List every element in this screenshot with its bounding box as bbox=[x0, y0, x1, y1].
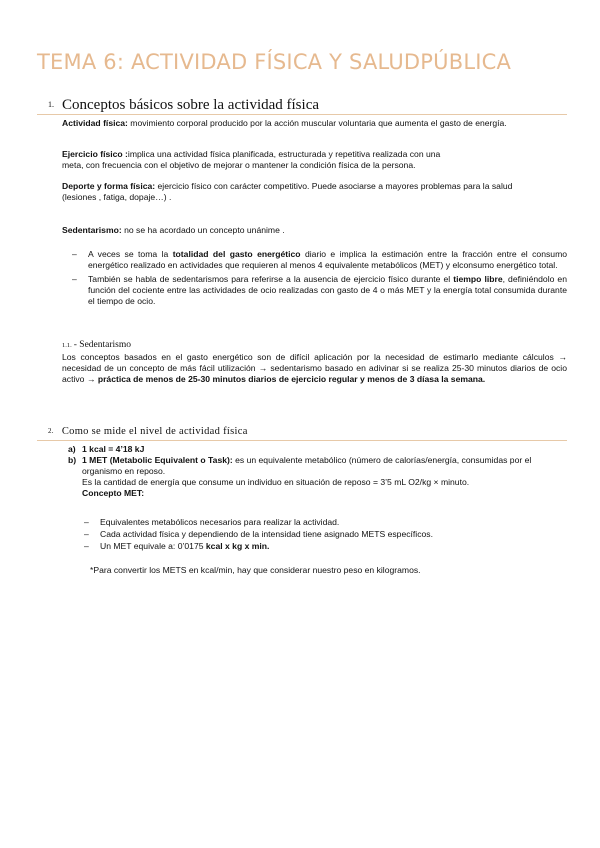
subsection-title: - Sedentarismo bbox=[73, 340, 132, 350]
text: A veces se toma la bbox=[88, 249, 173, 259]
section-1-title: Conceptos básicos sobre la actividad física bbox=[62, 97, 320, 113]
document-title: TEMA 6: ACTIVIDAD FÍSICA Y SALUDPÚBLICA bbox=[37, 50, 512, 74]
emphasis: kcal x kg x min. bbox=[205, 541, 270, 551]
definition-sedentarismo bbox=[62, 225, 567, 236]
emphasis: totalidad del gasto energético bbox=[172, 249, 301, 259]
text: Cada actividad física y dependiendo de la intensidad tiene asignado METS específicos. bbox=[100, 529, 433, 539]
met-bullets bbox=[74, 517, 554, 555]
met-definition: es un equivalente metabólico (número de calorías/energía, consumidas por el organismo en reposo. bbox=[82, 455, 532, 476]
sedentarismo-paragraph bbox=[62, 352, 567, 385]
definition-text: implica una actividad física planificada, estructurada y repetitiva realizada con una bbox=[127, 149, 441, 159]
definition-ejercicio-fisico bbox=[62, 149, 567, 171]
text: Equivalentes metabólicos necesarios para realizar la actividad. bbox=[100, 517, 340, 527]
dash-marker: – bbox=[72, 249, 77, 259]
section-1-heading bbox=[48, 97, 319, 114]
definition-text: ejercicio físico con carácter competitivo. Puede asociarse a mayores problemas para la salud bbox=[155, 181, 513, 191]
list-item bbox=[74, 529, 554, 540]
sedentarismo-bullets bbox=[62, 249, 567, 310]
text: También se habla de sedentarismos para referirse a la ausencia de ejercicio físico durante el bbox=[88, 274, 454, 284]
term-deporte: Deporte y forma física: bbox=[62, 181, 156, 191]
section-2-title: Como se mide el nivel de actividad física bbox=[61, 426, 248, 437]
list-item bbox=[62, 444, 567, 455]
section-2-rule bbox=[37, 440, 567, 441]
met-term: 1 MET (Metabolic Equivalent o Task): bbox=[82, 455, 233, 465]
list-item bbox=[74, 517, 554, 528]
subsection-number: 1.1. bbox=[62, 342, 72, 349]
text: diario e implica la estimación entre la fracción entre el consumo energético realizado en actividades que requieren al menos 4 equivalente metabólicos (MET) y elconsumo energético total. bbox=[88, 249, 568, 270]
list-item bbox=[62, 249, 567, 271]
term-actividad-fisica: Actividad física: bbox=[62, 118, 128, 128]
definition-text-line2: meta, con frecuencia con el objetivo de mejorar o mantener la condición física de la persona. bbox=[62, 160, 416, 170]
section-2-number: 2. bbox=[48, 427, 54, 435]
list-marker: b) bbox=[68, 455, 77, 465]
section-2-heading bbox=[48, 426, 248, 437]
section-1-rule bbox=[37, 114, 567, 115]
dash-marker: – bbox=[84, 541, 89, 551]
list-item bbox=[62, 455, 567, 499]
text: Los conceptos basados en el gasto energético son de difícil aplicación por la necesidad de estimarlo mediante cálculos → necesidad de un concepto de más fácil utilización → sedentarismo basado en adivinar si se realiza 25-30 minutos diarios de ocio activo → bbox=[62, 352, 567, 384]
term-ejercicio-fisico: Ejercicio físico : bbox=[62, 149, 128, 159]
measurement-list bbox=[62, 444, 567, 499]
met-reposo-line: Es la cantidad de energía que consume un individuo en situación de reposo = 3’5 mL O2/kg × minuto. bbox=[82, 477, 470, 487]
dash-marker: – bbox=[84, 529, 89, 539]
emphasis: práctica de menos de 25-30 minutos diarios de ejercicio regular y menos de 3 díasa la semana. bbox=[97, 374, 486, 384]
footnote: *Para convertir los METS en kcal/min, hay que considerar nuestro peso en kilogramos. bbox=[90, 565, 421, 575]
kcal-equivalence: 1 kcal = 4’18 kJ bbox=[82, 444, 145, 454]
emphasis: tiempo libre bbox=[453, 274, 503, 284]
list-item bbox=[74, 541, 554, 552]
definition-text: movimiento corporal producido por la acción muscular voluntaria que aumenta el gasto de energía. bbox=[127, 118, 507, 128]
list-marker: a) bbox=[68, 444, 76, 454]
text: Un MET equivale a: 0’0175 bbox=[100, 541, 206, 551]
dash-marker: – bbox=[84, 517, 89, 527]
dash-marker: – bbox=[72, 274, 77, 284]
subsection-heading bbox=[62, 340, 131, 350]
section-1-number: 1. bbox=[48, 100, 54, 109]
concept-met-label: Concepto MET: bbox=[82, 488, 145, 498]
text: , definiéndolo en función del cociente entre las actividades de ocio realizadas con gasto de 4 o más MET y la energía total consumida durante el tiempo de ocio. bbox=[88, 274, 567, 306]
term-sedentarismo: Sedentarismo: bbox=[62, 225, 122, 235]
definition-text: no se ha acordado un concepto unánime . bbox=[121, 225, 285, 235]
definition-deporte bbox=[62, 181, 567, 203]
definition-text-line2: (lesiones , fatiga, dopaje…) . bbox=[62, 192, 172, 202]
definition-actividad-fisica bbox=[62, 118, 567, 129]
list-item bbox=[62, 274, 567, 307]
